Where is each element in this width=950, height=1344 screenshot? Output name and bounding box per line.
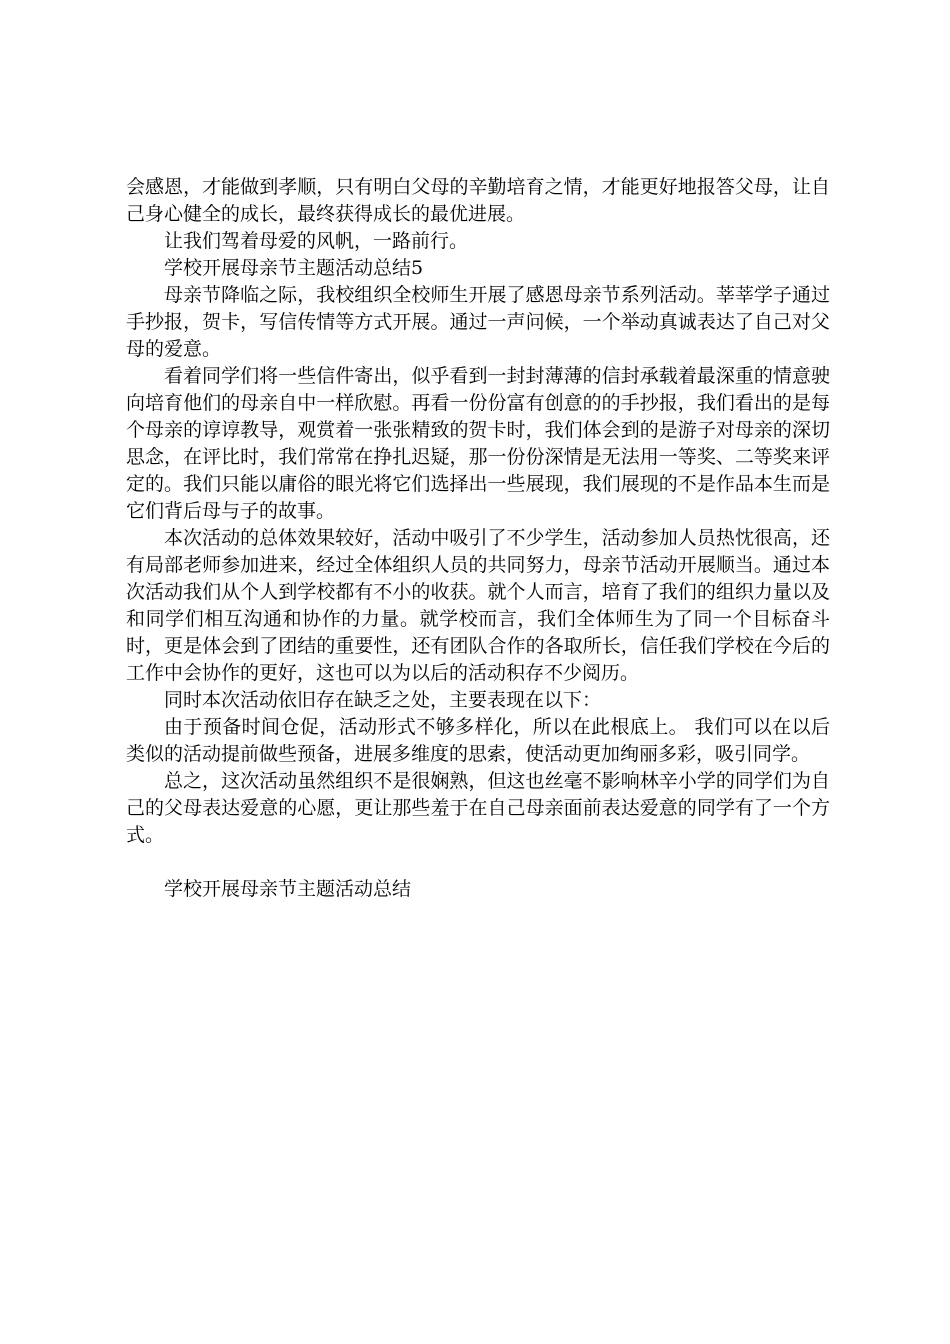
paragraph-letters: 看着同学们将一些信件寄出，似乎看到一封封薄薄的信封承载着最深重的情意驶向培育他们的母亲自中一样欣慰。再看一份份富有创意的的手抄报，我们看出的是每个母亲的谆谆教导，观赏着一张张精致的贺卡时，我们体会到的是游子对母亲的深切思念，在评比时，我们常常在挣扎迟疑，那一份份深情是无法用一等奖、二等奖来评定的。我们只能以庸俗的眼光将它们选择出一些展现，我们展现的不是作品本生而是它们背后母与子的故事。	[126, 365, 830, 522]
paragraph-conclusion: 总之，这次活动虽然组织不是很娴熟，但这也丝毫不影响林辛小学的同学们为自己的父母表达爱意的心愿，更让那些羞于在自己母亲面前表达爱意的同学有了一个方式。	[126, 770, 830, 846]
paragraph-shortcomings-intro: 同时本次活动依旧存在缺乏之处，主要表现在以下：	[164, 689, 602, 711]
paragraph-results: 本次活动的总体效果较好，活动中吸引了不少学生，活动参加人员热忱很高，还有局部老师参加进来，经过全体组织人员的共同努力，母亲节活动开展顺当。通过本次活动我们从个人到学校都有不小的收获。就个人而言，培育了我们的组织力量以及和同学们相互沟通和协作的力量。就学校而言，我们全体师生为了同一个目标奋斗时，更是体会到了团结的重要性，还有团队合作的各取所长，信任我们学校在今后的工作中会协作的更好，这也可以为以后的活动积存不少阅历。	[126, 527, 830, 684]
footer-title: 学校开展母亲节主题活动总结	[164, 878, 412, 900]
paragraph-continuation: 会感恩，才能做到孝顺，只有明白父母的辛勤培育之情，才能更好地报答父母，让自己身心健全的成长，最终获得成长的最优进展。	[126, 176, 830, 225]
document-body	[126, 174, 830, 903]
paragraph-shortcomings-detail: 由于预备时间仓促，活动形式不够多样化，所以在此根底上。 我们可以在以后类似的活动提前做些预备，进展多维度的思索，使活动更加绚丽多彩，吸引同学。	[126, 716, 830, 765]
paragraph-intro: 母亲节降临之际，我校组织全校师生开展了感恩母亲节系列活动。莘莘学子通过手抄报，贺卡，写信传情等方式开展。通过一声问候，一个举动真诚表达了自己对父母的爱意。	[126, 284, 830, 360]
section-heading: 学校开展母亲节主题活动总结5	[164, 257, 424, 279]
paragraph-closing-line: 让我们驾着母爱的风帆，一路前行。	[164, 230, 469, 252]
blank-line	[126, 849, 830, 876]
